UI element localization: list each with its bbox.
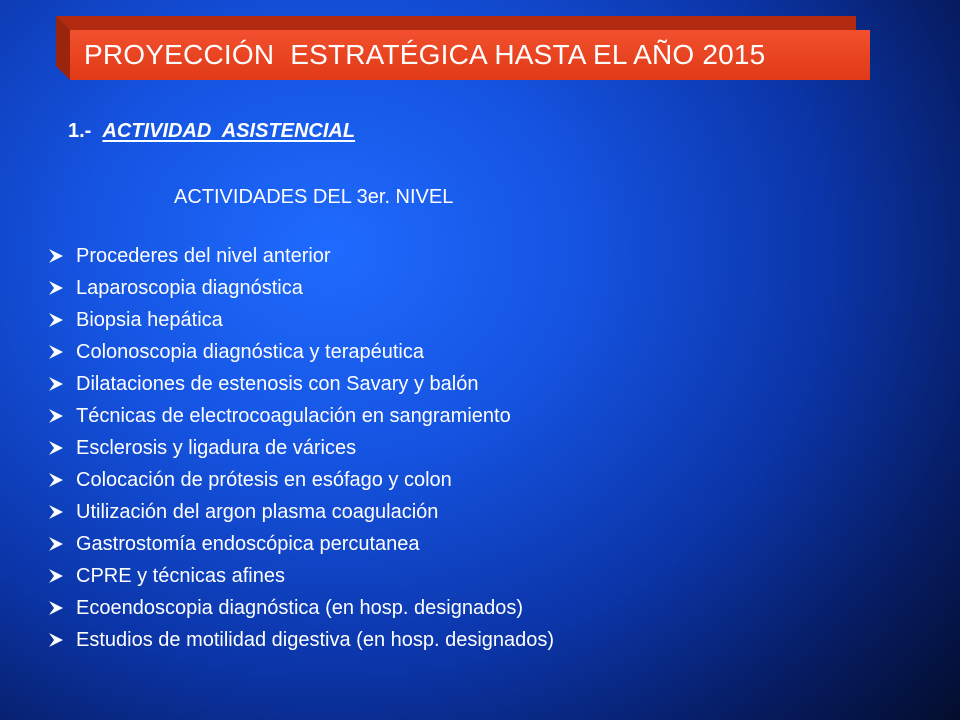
- arrowhead-check-icon: [48, 344, 68, 360]
- title-banner-bevel-top: [56, 16, 856, 30]
- list-item: [48, 336, 554, 368]
- arrowhead-check-icon: [48, 408, 68, 424]
- arrowhead-check-icon: [48, 632, 68, 648]
- list-item-label: CPRE y técnicas afines: [76, 564, 285, 587]
- list-item-label: Colonoscopia diagnóstica y terapéutica: [76, 340, 424, 363]
- activities-list: [48, 240, 554, 656]
- page-title: PROYECCIÓN ESTRATÉGICA HASTA EL AÑO 2015: [84, 39, 766, 70]
- section-heading: [68, 120, 355, 143]
- list-item-label: Gastrostomía endoscópica percutanea: [76, 532, 420, 555]
- list-item: [48, 272, 554, 304]
- arrowhead-check-icon: [48, 280, 68, 296]
- list-item: [48, 464, 554, 496]
- list-item-label: Técnicas de electrocoagulación en sangramiento: [76, 404, 511, 427]
- arrowhead-check-icon: [48, 312, 68, 328]
- title-banner-face: [70, 30, 870, 80]
- list-item-label: Biopsia hepática: [76, 308, 223, 331]
- list-item: [48, 496, 554, 528]
- arrowhead-check-icon: [48, 568, 68, 584]
- list-item: [48, 368, 554, 400]
- list-item-label: Utilización del argon plasma coagulación: [76, 500, 439, 523]
- list-item: [48, 592, 554, 624]
- list-item-label: Ecoendoscopia diagnóstica (en hosp. designados): [76, 596, 523, 619]
- list-item-label: Colocación de prótesis en esófago y colon: [76, 468, 452, 491]
- title-banner: [70, 30, 870, 80]
- section-label: ACTIVIDAD ASISTENCIAL: [102, 120, 356, 142]
- list-item-label: Procederes del nivel anterior: [76, 244, 331, 267]
- arrowhead-check-icon: [48, 440, 68, 456]
- arrowhead-check-icon: [48, 472, 68, 488]
- arrowhead-check-icon: [48, 504, 68, 520]
- list-item-label: Dilataciones de estenosis con Savary y balón: [76, 372, 479, 395]
- list-item-label: Estudios de motilidad digestiva (en hosp. designados): [76, 628, 555, 651]
- list-item-label: Laparoscopia diagnóstica: [76, 276, 303, 299]
- list-item: [48, 528, 554, 560]
- section-number: 1.-: [68, 120, 92, 142]
- list-item: [48, 560, 554, 592]
- arrowhead-check-icon: [48, 600, 68, 616]
- arrowhead-check-icon: [48, 248, 68, 264]
- list-item: [48, 304, 554, 336]
- list-item: [48, 624, 554, 656]
- list-item: [48, 240, 554, 272]
- arrowhead-check-icon: [48, 536, 68, 552]
- list-item: [48, 432, 554, 464]
- list-item-label: Esclerosis y ligadura de várices: [76, 436, 357, 459]
- list-item: [48, 400, 554, 432]
- subheading: ACTIVIDADES DEL 3er. NIVEL: [174, 186, 454, 208]
- arrowhead-check-icon: [48, 376, 68, 392]
